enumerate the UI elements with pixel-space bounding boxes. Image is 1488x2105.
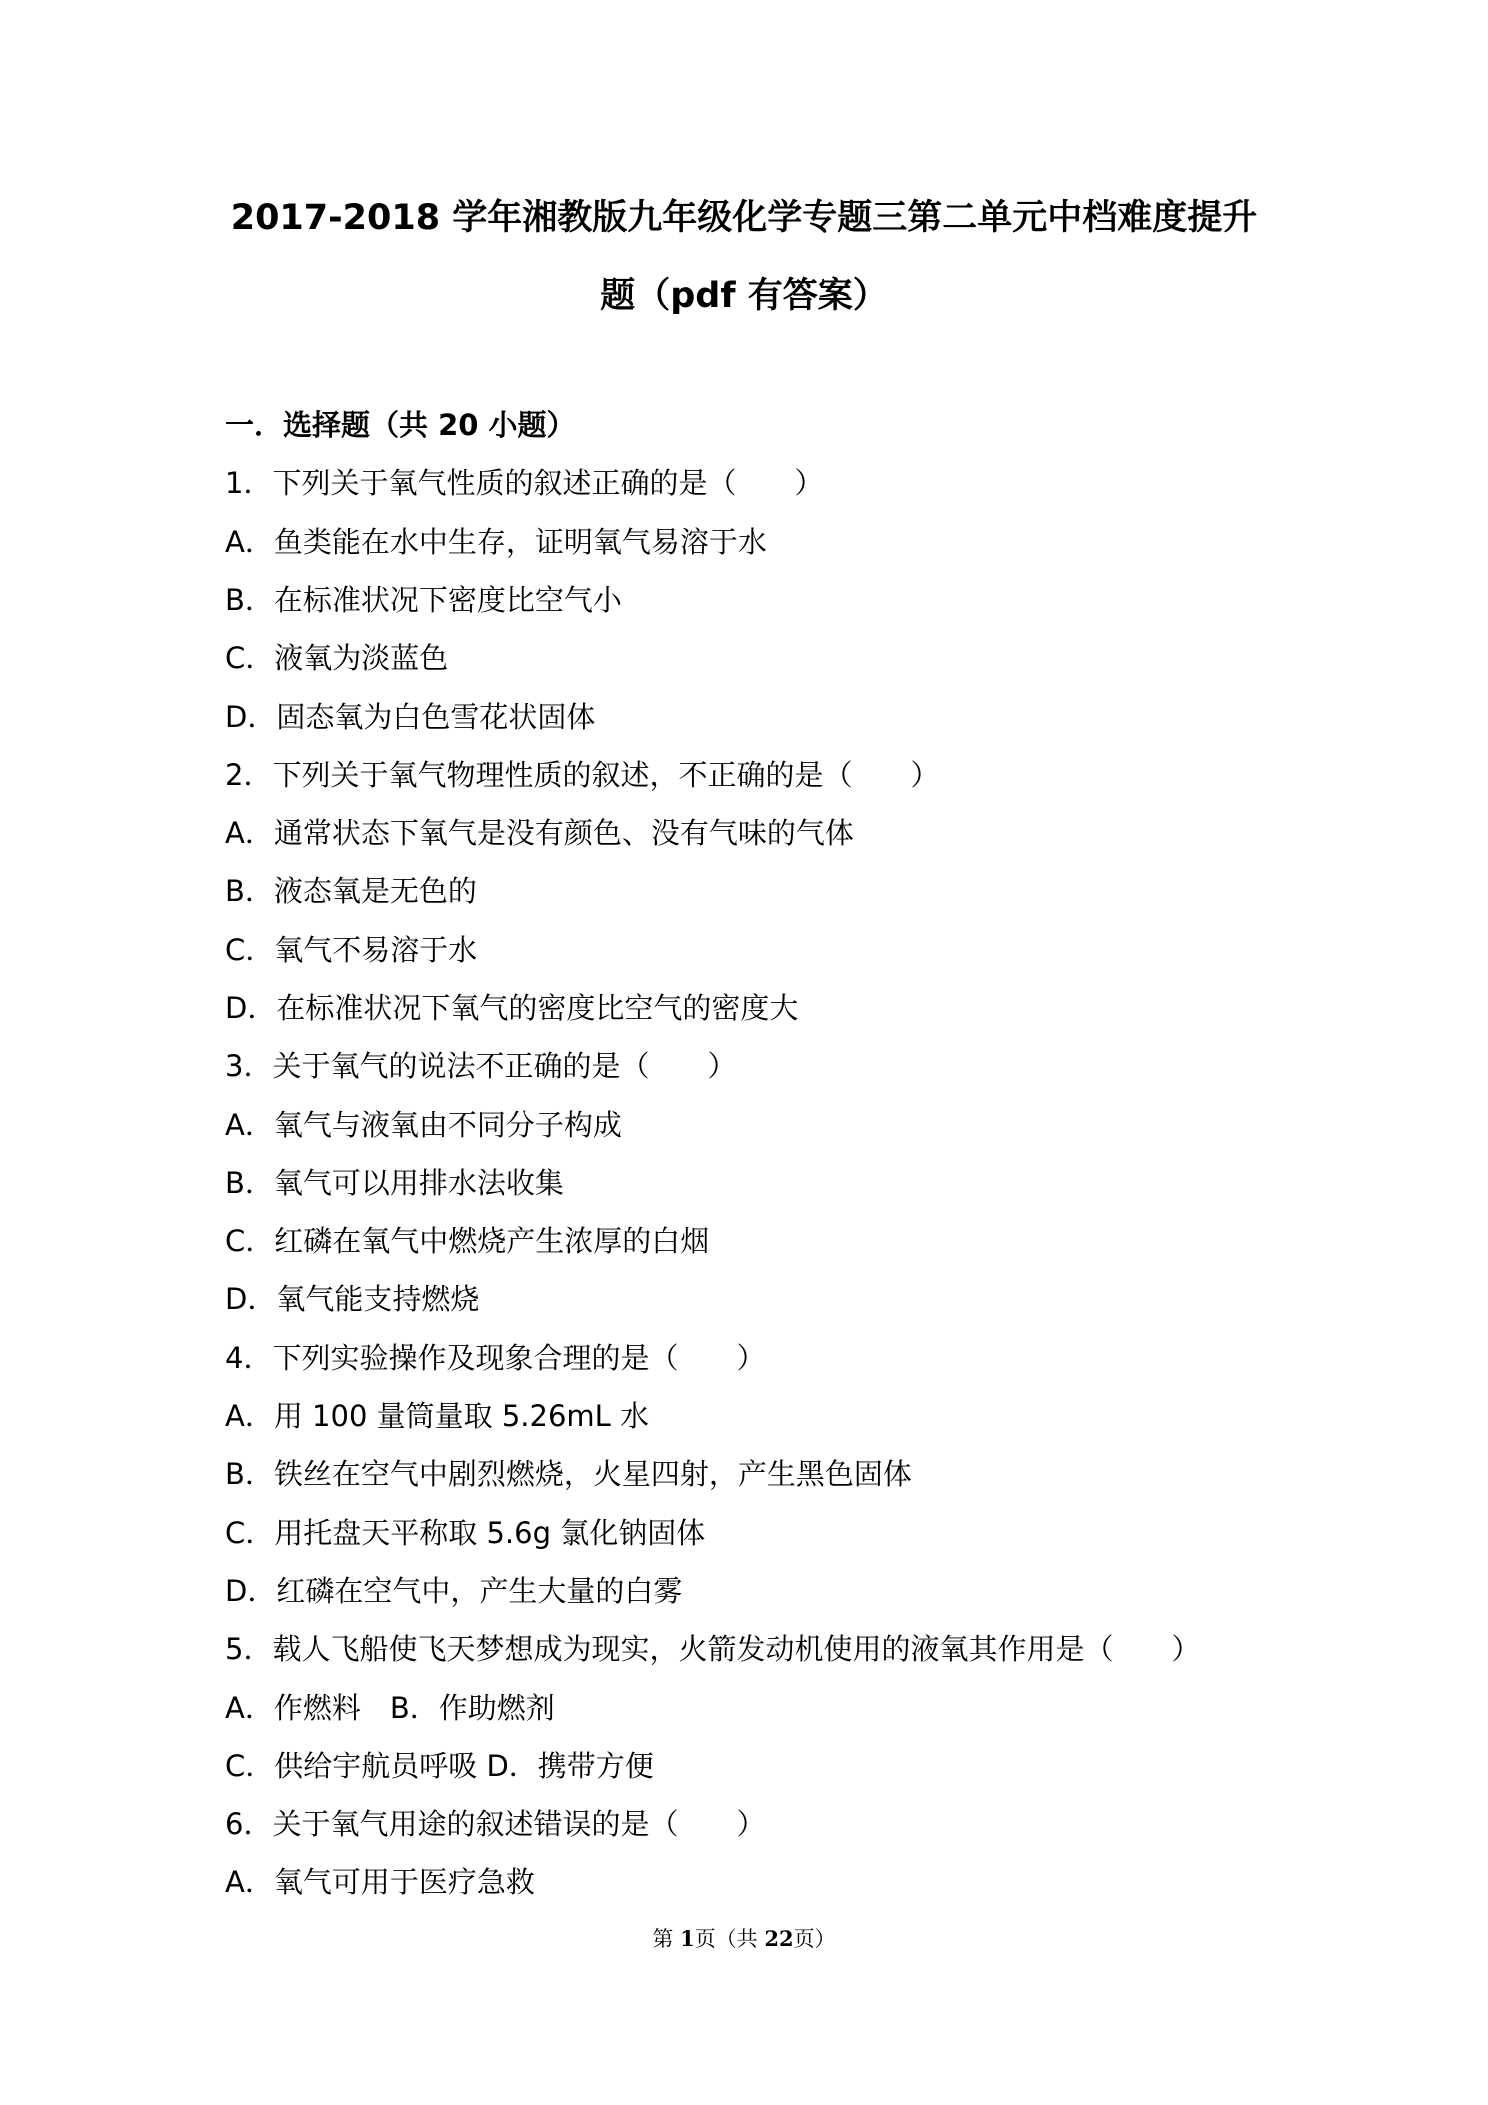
question-3: 3．关于氧气的说法不正确的是（ ） bbox=[225, 1049, 737, 1083]
footer-middle: 页（共 bbox=[694, 1927, 765, 1951]
question-1-option-c: C．液氧为淡蓝色 bbox=[225, 641, 449, 675]
question-2-option-c: C．氧气不易溶于水 bbox=[225, 933, 478, 967]
question-6-option-a: A．氧气可用于医疗急救 bbox=[225, 1865, 535, 1899]
question-1: 1．下列关于氧气性质的叙述正确的是（ ） bbox=[225, 466, 824, 500]
footer-prefix: 第 bbox=[652, 1927, 681, 1951]
footer-page-number: 1 bbox=[680, 1926, 695, 1951]
question-2-option-a: A．通常状态下氧气是没有颜色、没有气味的气体 bbox=[225, 816, 854, 850]
question-5: 5．载人飞船使飞天梦想成为现实，火箭发动机使用的液氧其作用是（ ） bbox=[225, 1632, 1201, 1666]
question-1-option-d: D．固态氧为白色雪花状固体 bbox=[225, 700, 596, 734]
question-4-option-c: C．用托盘天平称取 5.6g 氯化钠固体 bbox=[225, 1516, 706, 1550]
question-4: 4．下列实验操作及现象合理的是（ ） bbox=[225, 1341, 766, 1375]
footer-total-pages: 22 bbox=[764, 1926, 794, 1951]
question-1-option-b: B．在标准状况下密度比空气小 bbox=[225, 583, 622, 617]
question-4-option-b: B．铁丝在空气中剧烈燃烧，火星四射，产生黑色固体 bbox=[225, 1457, 912, 1491]
question-1-option-a: A．鱼类能在水中生存，证明氧气易溶于水 bbox=[225, 525, 767, 559]
question-6: 6．关于氧气用途的叙述错误的是（ ） bbox=[225, 1807, 766, 1841]
page-footer bbox=[0, 1925, 1488, 1953]
document-title-line-2: 题（pdf 有答案） bbox=[600, 276, 888, 316]
question-3-option-d: D．氧气能支持燃烧 bbox=[225, 1282, 480, 1316]
document-title-line-1: 2017-2018 学年湘教版九年级化学专题三第二单元中档难度提升 bbox=[230, 198, 1258, 238]
question-5-options-ab: A．作燃料 B．作助燃剂 bbox=[225, 1691, 555, 1725]
question-2: 2．下列关于氧气物理性质的叙述，不正确的是（ ） bbox=[225, 758, 940, 792]
question-5-options-cd: C．供给宇航员呼吸 D．携带方便 bbox=[225, 1749, 654, 1783]
question-3-option-b: B．氧气可以用排水法收集 bbox=[225, 1166, 564, 1200]
question-3-option-a: A．氧气与液氧由不同分子构成 bbox=[225, 1108, 622, 1142]
footer-suffix: 页） bbox=[793, 1927, 836, 1951]
question-4-option-a: A．用 100 量筒量取 5.26mL 水 bbox=[225, 1399, 650, 1433]
section-heading: 一．选择题（共 20 小题） bbox=[225, 408, 576, 442]
question-2-option-d: D．在标准状况下氧气的密度比空气的密度大 bbox=[225, 991, 799, 1025]
question-2-option-b: B．液态氧是无色的 bbox=[225, 874, 477, 908]
question-4-option-d: D．红磷在空气中，产生大量的白雾 bbox=[225, 1574, 683, 1608]
question-3-option-c: C．红磷在氧气中燃烧产生浓厚的白烟 bbox=[225, 1224, 710, 1258]
